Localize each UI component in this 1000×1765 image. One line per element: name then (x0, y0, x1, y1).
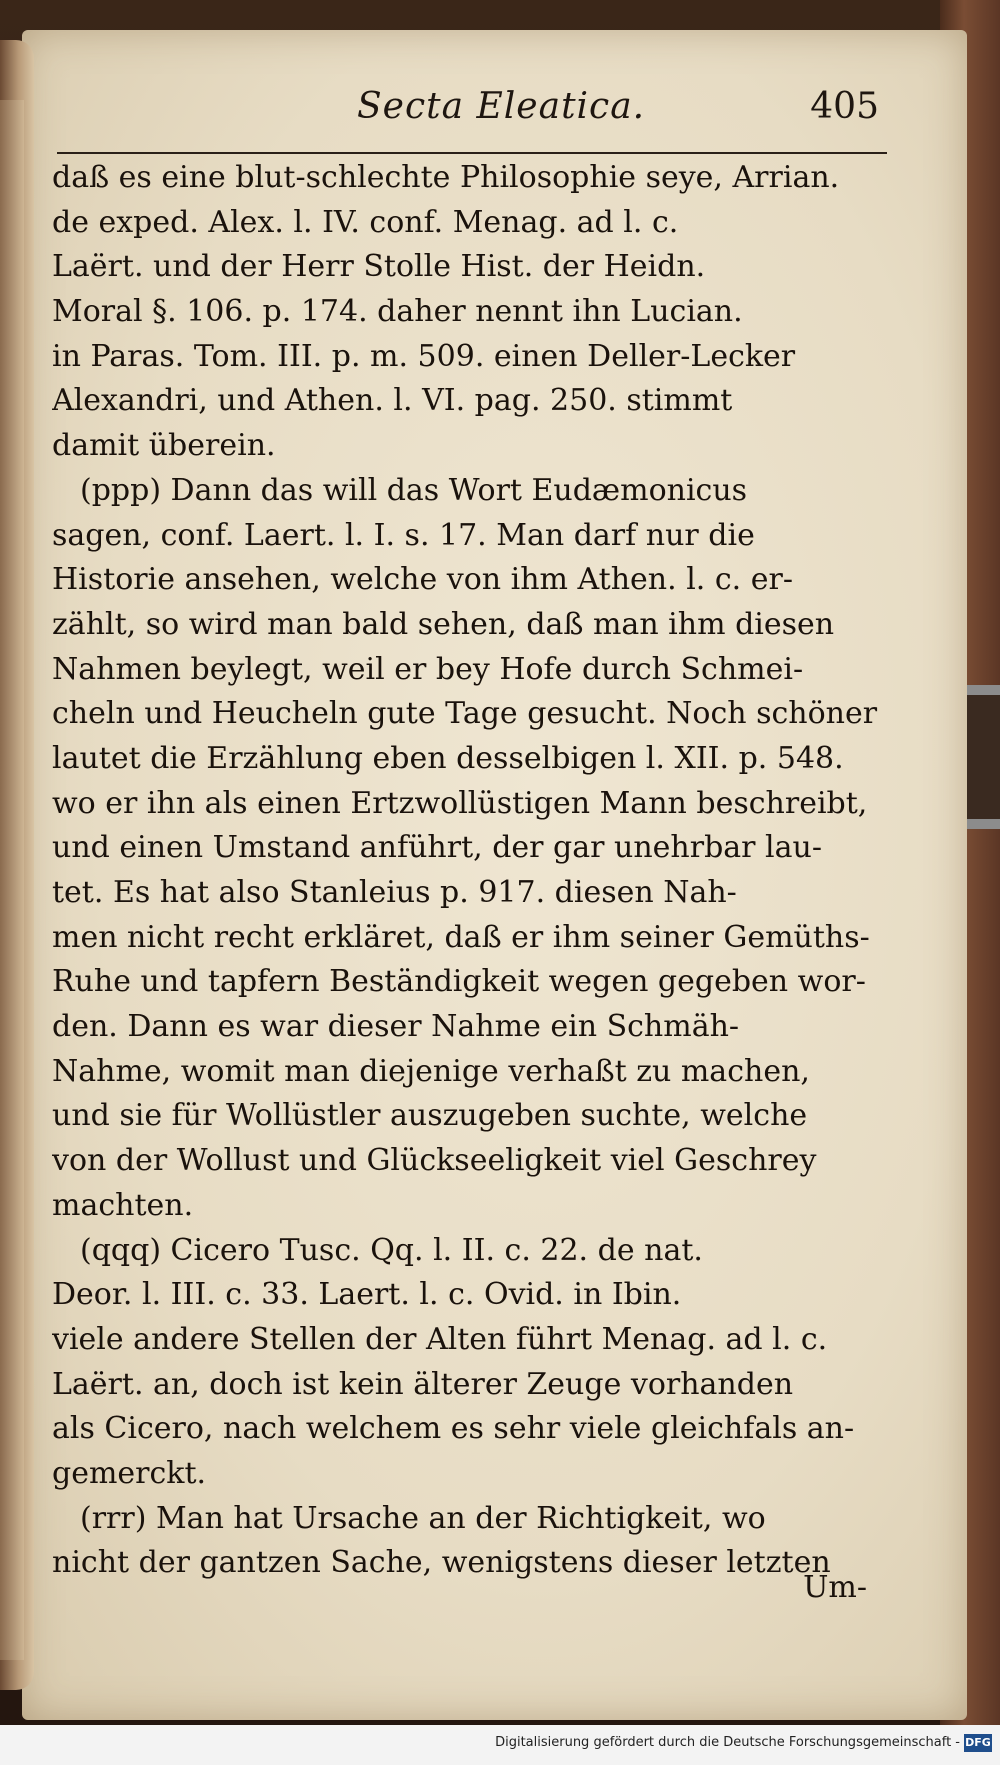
left-page-curl (0, 100, 24, 1660)
text-line: und einen Umstand anführt, der gar unehrbar lau- (52, 830, 822, 866)
text-line: Moral §. 106. p. 174. daher nennt ihn Lucian. (52, 294, 743, 330)
body-text (52, 156, 892, 1586)
text-line: Alexandri, und Athen. l. VI. pag. 250. stimmt (52, 383, 733, 419)
text-line: Historie ansehen, welche von ihm Athen. l. c. er- (52, 562, 793, 598)
text-line: cheln und Heucheln gute Tage gesucht. Noch schöner (52, 696, 878, 732)
text-line: (ppp) Dann das will das Wort Eudæmonicus (80, 472, 748, 508)
text-line: zählt, so wird man bald sehen, daß man ihm diesen (52, 606, 835, 642)
text-line: von der Wollust und Glückseeligkeit viel Geschrey (52, 1143, 817, 1179)
text-line: Nahme, womit man diejenige verhaßt zu machen, (52, 1053, 810, 1089)
left-page-edge (0, 40, 34, 1690)
text-line: Deor. l. III. c. 33. Laert. l. c. Ovid. in Ibin. (52, 1277, 682, 1313)
page-number: 405 (810, 86, 879, 127)
text-line: daß es eine blut-schlechte Philosophie seye, Arrian. (52, 160, 840, 195)
text-line: (qqq) Cicero Tusc. Qq. l. II. c. 22. de nat. (80, 1232, 703, 1268)
running-title: Secta Eleatica. (357, 86, 646, 127)
text-line: (rrr) Man hat Ursache an der Richtigkeit, wo (80, 1500, 766, 1536)
text-line: Ruhe und tapfern Beständigkeit wegen gegeben wor- (52, 964, 866, 1000)
text-line: wo er ihn als einen Ertzwollüstigen Mann beschreibt, (52, 785, 868, 821)
text-line: Nahmen beylegt, weil er bey Hofe durch Schmei- (52, 651, 804, 687)
text-line: viele andere Stellen der Alten führt Menag. ad l. c. (52, 1321, 828, 1357)
text-line: de exped. Alex. l. IV. conf. Menag. ad l. c. (52, 204, 679, 240)
text-line: lautet die Erzählung eben desselbigen l. XII. p. 548. (52, 740, 844, 776)
dfg-logo-icon: DFG (964, 1734, 992, 1752)
text-line: nicht der gantzen Sache, wenigstens dieser letzten (52, 1545, 831, 1581)
page-header (57, 82, 887, 154)
text-line: als Cicero, nach welchem es sehr viele gleichfals an- (52, 1411, 855, 1447)
text-line: sagen, conf. Laert. l. I. s. 17. Man darf nur die (52, 517, 755, 553)
catchword: Um- (803, 1570, 867, 1605)
text-line: Laërt. und der Herr Stolle Hist. der Heidn. (52, 249, 706, 285)
footer-credit: Digitalisierung gefördert durch die Deutsche Forschungsgemeinschaft - (495, 1735, 960, 1750)
text-line: tet. Es hat also Stanleius p. 917. diesen Nah- (52, 875, 737, 910)
footer-bar (0, 1725, 1000, 1765)
text-line: in Paras. Tom. III. p. m. 509. einen Deller-Lecker (52, 338, 796, 374)
text-line: damit überein. (52, 428, 276, 464)
book-page (22, 30, 967, 1720)
text-line: den. Dann es war dieser Nahme ein Schmäh- (52, 1009, 740, 1045)
text-line: Laërt. an, doch ist kein älterer Zeuge vorhanden (52, 1366, 794, 1402)
text-line: men nicht recht erkläret, daß er ihm seiner Gemüths- (52, 919, 870, 955)
text-line: machten. (52, 1187, 194, 1223)
text-line: und sie für Wollüstler auszugeben suchte, welche (52, 1098, 808, 1134)
text-line: gemerckt. (52, 1455, 207, 1491)
